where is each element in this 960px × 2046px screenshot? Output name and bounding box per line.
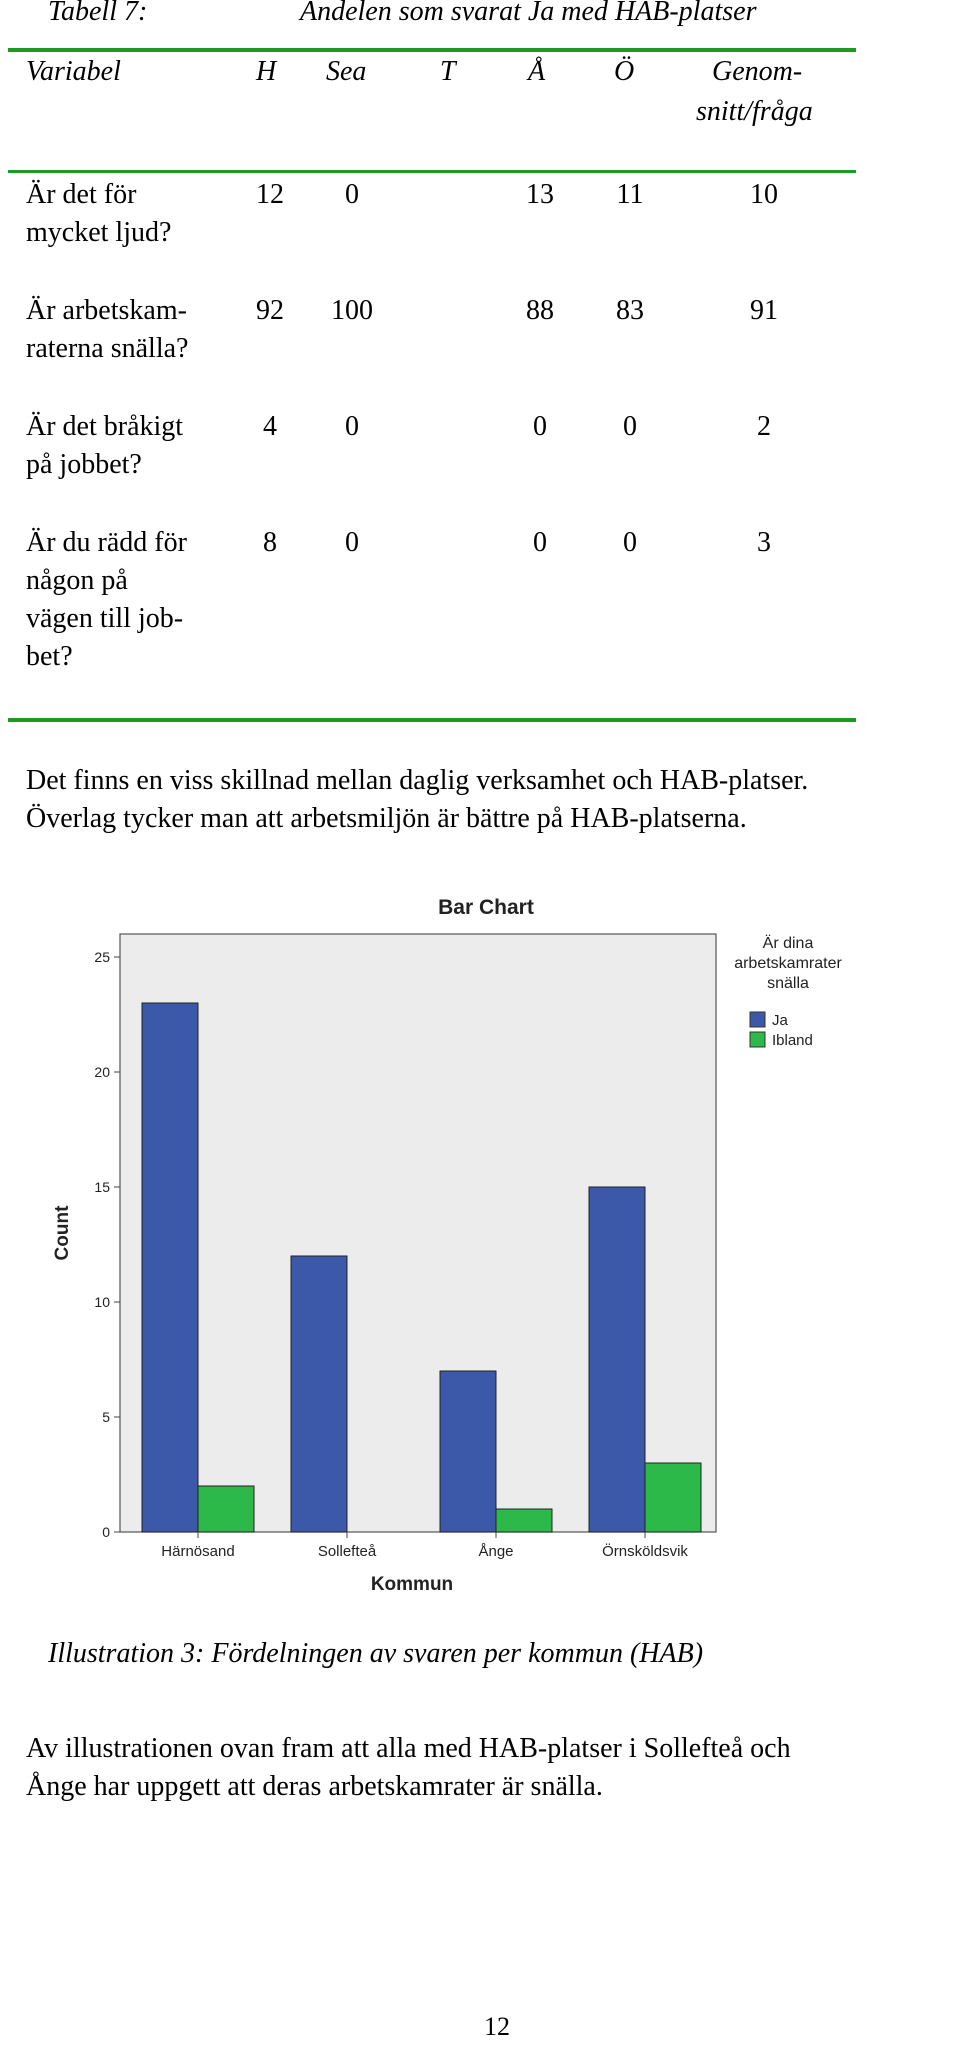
cell-sea: 0 <box>345 179 359 210</box>
row-question-line: mycket ljud? <box>26 217 172 248</box>
cell-o: 83 <box>616 295 644 326</box>
y-tick-label: 0 <box>102 1524 110 1540</box>
x-tick-label: Örnsköldsvik <box>602 1543 688 1560</box>
cell-a: 0 <box>533 527 547 558</box>
chart-legend <box>734 934 842 1049</box>
row-question-line: vägen till job- <box>26 603 184 634</box>
row-question-line: raterna snälla? <box>26 333 189 364</box>
bar-ibland-3 <box>645 1463 701 1532</box>
header-h: H <box>256 56 277 87</box>
cell-sea: 0 <box>345 527 359 558</box>
legend-swatch-ja <box>750 1012 765 1027</box>
bar-ibland-2 <box>496 1509 552 1532</box>
header-avg-line2: snitt/fråga <box>696 96 813 127</box>
cell-o: 0 <box>623 527 637 558</box>
body-paragraph-line: Ånge har uppgett att deras arbetskamrater är snälla. <box>26 1771 603 1802</box>
y-tick-label: 25 <box>94 949 110 965</box>
y-axis-label: Count <box>52 1205 73 1261</box>
cell-avg: 10 <box>750 179 778 210</box>
cell-h: 92 <box>256 295 284 326</box>
legend-label-ibland: Ibland <box>772 1032 813 1049</box>
x-tick-label: Härnösand <box>161 1543 235 1560</box>
body-paragraph-line: Av illustrationen ovan fram att alla med HAB-platser i Sollefteå och <box>26 1733 791 1764</box>
header-t: T <box>440 56 456 87</box>
cell-o: 0 <box>623 411 637 442</box>
cell-avg: 2 <box>757 411 771 442</box>
header-a: Å <box>528 56 546 87</box>
bar-ja-1 <box>291 1256 347 1532</box>
header-o: Ö <box>614 56 635 87</box>
cell-a: 88 <box>526 295 554 326</box>
row-question-line: bet? <box>26 641 73 672</box>
header-sea: Sea <box>326 56 367 87</box>
bar-ja-2 <box>440 1371 496 1532</box>
bar-ibland-0 <box>198 1486 254 1532</box>
legend-swatch-ibland <box>750 1032 765 1047</box>
legend-title-line: Är dina <box>762 935 814 952</box>
x-tick-label: Ånge <box>478 1543 514 1560</box>
y-tick-label: 10 <box>94 1294 110 1310</box>
cell-avg: 3 <box>757 527 771 558</box>
legend-label-ja: Ja <box>772 1012 788 1029</box>
cell-sea: 100 <box>331 295 373 326</box>
row-question-line: på jobbet? <box>26 449 142 480</box>
cell-h: 12 <box>256 179 284 210</box>
y-tick-label: 20 <box>94 1064 110 1080</box>
header-avg-line1: Genom- <box>712 56 803 87</box>
legend-title-line: snälla <box>767 975 809 992</box>
row-question-line: Är det bråkigt <box>26 411 184 442</box>
y-tick-label: 5 <box>102 1409 110 1425</box>
body-paragraph-line: Det finns en viss skillnad mellan daglig verksamhet och HAB-platser. <box>26 765 809 796</box>
table-caption-label: Tabell 7: <box>48 0 148 27</box>
cell-a: 0 <box>533 411 547 442</box>
bar-ja-3 <box>589 1187 645 1532</box>
row-question-line: Är arbetskam- <box>26 295 187 326</box>
cell-o: 11 <box>616 179 644 210</box>
x-tick-label: Sollefteå <box>317 1543 377 1560</box>
table-top-rule <box>8 48 856 52</box>
row-question-line: Är du rädd för <box>26 527 187 558</box>
x-axis-ticks <box>161 1532 688 1560</box>
row-question-line: någon på <box>26 565 128 596</box>
header-variable: Variabel <box>26 56 121 87</box>
cell-avg: 91 <box>750 295 778 326</box>
table-caption-title: Andelen som svarat Ja med HAB-platser <box>300 0 757 27</box>
cell-h: 8 <box>263 527 277 558</box>
illustration-caption: Illustration 3: Fördelningen av svaren per kommun (HAB) <box>48 1638 704 1669</box>
chart-title: Bar Chart <box>438 896 534 919</box>
table-bottom-rule <box>8 718 856 722</box>
x-axis-label: Kommun <box>370 1574 454 1595</box>
y-axis-ticks <box>94 949 120 1540</box>
legend-title-line: arbetskamrater <box>734 955 842 972</box>
bar-chart <box>30 888 870 1608</box>
cell-sea: 0 <box>345 411 359 442</box>
table-header-rule <box>8 170 856 173</box>
bar-ja-0 <box>142 1003 198 1532</box>
row-question-line: Är det för <box>26 179 137 210</box>
page-number: 12 <box>484 2012 510 2041</box>
cell-h: 4 <box>263 411 277 442</box>
y-tick-label: 15 <box>94 1179 110 1195</box>
body-paragraph-line: Överlag tycker man att arbetsmiljön är bättre på HAB-platserna. <box>26 803 747 834</box>
cell-a: 13 <box>526 179 554 210</box>
